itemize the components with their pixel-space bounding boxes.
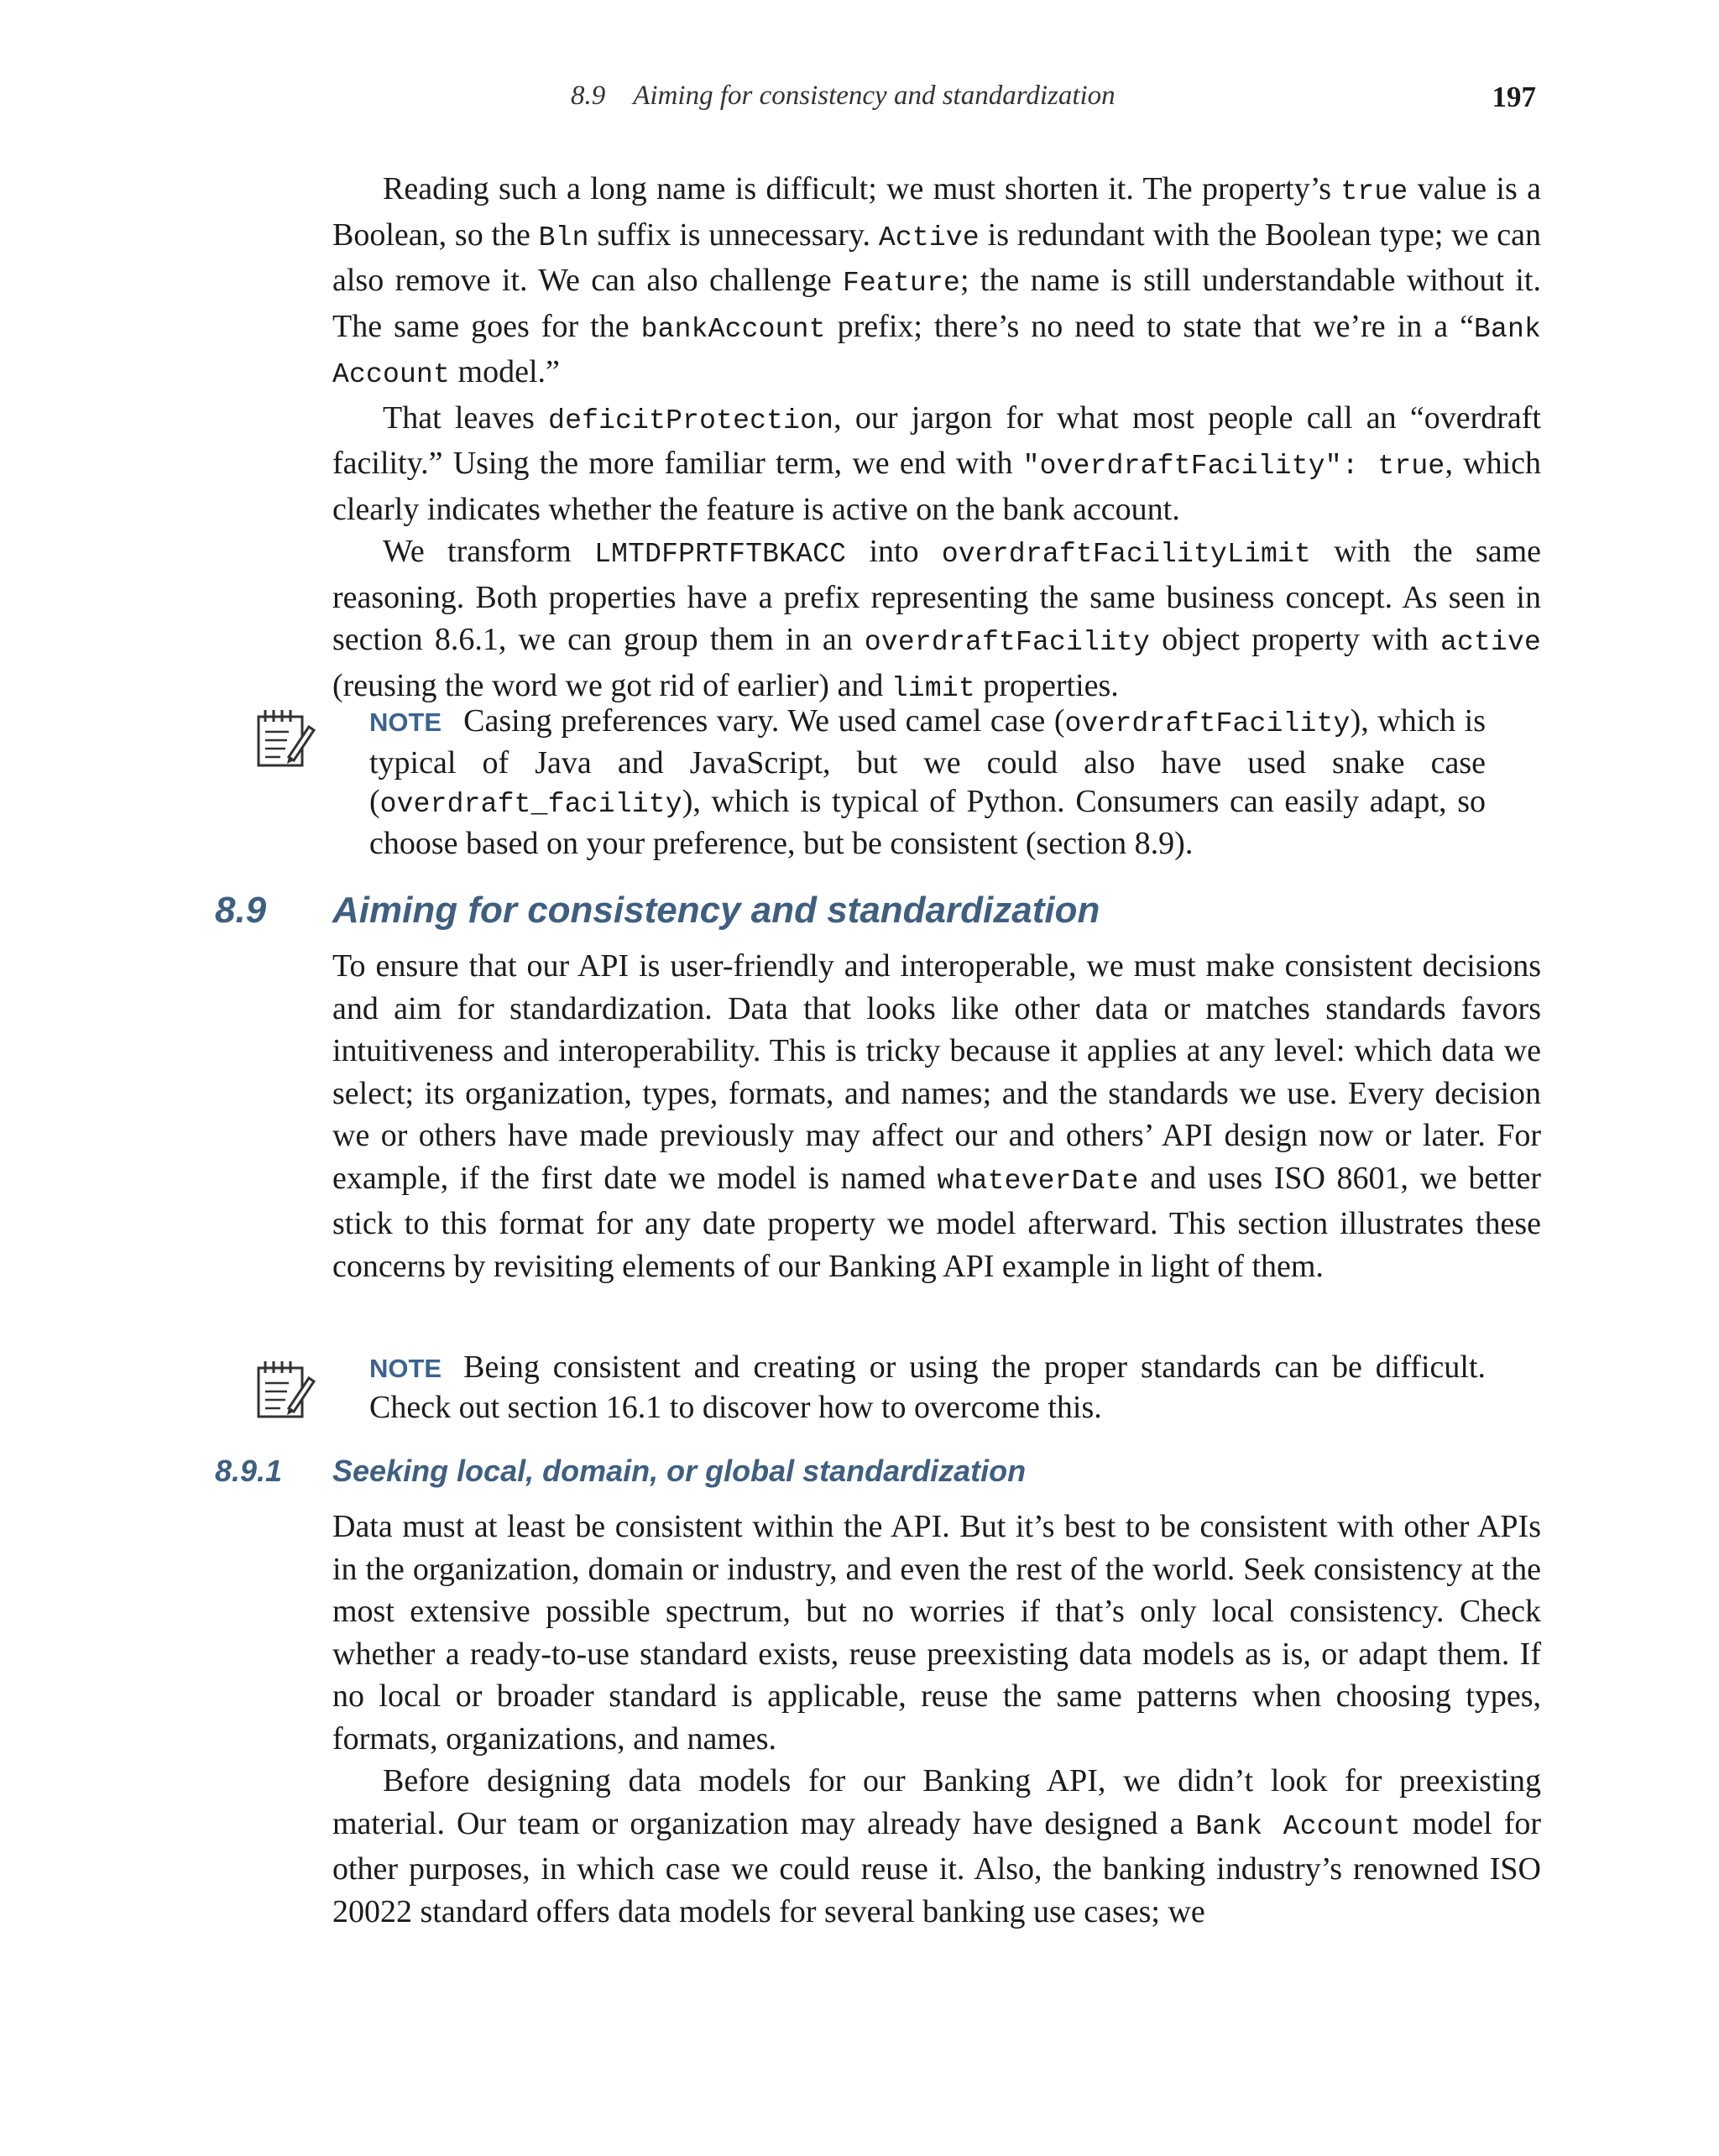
- subsection-title: Seeking local, domain, or global standardization: [332, 1454, 1027, 1488]
- page-number: 197: [1492, 81, 1536, 113]
- paragraph-shorten-name: Reading such a long name is difficult; we must shorten it. The property’s true value is a Boolean, so the Bln suffix is unnecessary. Active is redundant with the Boolean type; we can also remove it. We can also challenge Feature; the name is still understandable without it. The same goes for the bankAccount prefix; there’s no need to state that we’re in a “Bank Account model.”: [332, 171, 1542, 390]
- subsection-heading: [215, 1454, 1541, 1492]
- paragraph-consistency: To ensure that our API is user-friendly and interoperable, we must make consistent decisions and aim for standardization. Data that looks like other data or matches standards favors intuitiveness and interoperability. This is tricky because it applies at any level: which data we select; its organization, types, formats, and names; and the standards we use. Every decision we or others have made previously may affect our and others’ API design now or later. For example, if the first date we model is named whateverDate and uses ISO 8601, we better stick to this format for any date property we model afterward. This section illustrates these concerns by revisiting elements of our Banking API example in light of them.: [332, 948, 1541, 1284]
- note-standards: NOTE Being consistent and creating or using the proper standards can be difficult. Check out section 16.1 to discover how to overcome this.: [369, 1349, 1486, 1425]
- body-text-section: [332, 945, 1541, 1287]
- note-label: NOTE: [369, 707, 442, 737]
- paragraph-transform-limit: We transform LMTDFPRTFTBKACC into overdraftFacilityLimit with the same reasoning. Both properties have a prefix representing the same business concept. As seen in section 8.6.1, we can group them in an overdraftFacility object property with active (reusing the word we got rid of earlier) and limit properties.: [332, 534, 1542, 704]
- body-text-top: [332, 168, 1541, 710]
- section-title: Aiming for consistency and standardization: [332, 890, 1100, 931]
- body-text-subsection: [332, 1506, 1541, 1933]
- paragraph-local-consistency: Data must at least be consistent within the API. But it’s best to be consistent with other APIs in the organization, domain or industry, and even the rest of the world. Seek consistency at the most extensive possible spectrum, but no worries if that’s only local consistency. Check whether a ready-to-use standard exists, reuse preexisting data models as is, or adapt them. If no local or broader standard is applicable, reuse the same patterns when choosing types, formats, organizations, and names.: [332, 1509, 1541, 1757]
- section-heading: [215, 890, 1541, 937]
- section-number: 8.9: [215, 890, 267, 931]
- running-head: [336, 81, 1536, 123]
- note-notepad-icon: [252, 705, 319, 772]
- note-notepad-icon: [252, 1356, 319, 1423]
- running-head-title: 8.9 Aiming for consistency and standardization: [571, 81, 1116, 111]
- subsection-number: 8.9.1: [215, 1454, 283, 1488]
- paragraph-preexisting-material: Before designing data models for our Banking API, we didn’t look for preexisting material. Our team or organization may already have designed a Bank Account model for other purposes, in which case we could reuse it. Also, the banking industry’s renowned ISO 20022 standard offers data models for several banking use cases; we: [332, 1763, 1541, 1929]
- paragraph-deficit-protection: That leaves deficitProtection, our jargon for what most people call an “overdraft facility.” Using the more familiar term, we end with "overdraftFacility": true, which clearly indicates whether the feature is active on the bank account.: [332, 399, 1541, 527]
- note-label: NOTE: [369, 1354, 442, 1383]
- note-casing: NOTE Casing preferences vary. We used camel case (overdraftFacility), which is typical of Java and JavaScript, but we could also have used snake case (overdraft_facility), which is typical of Python. Consumers can easily adapt, so choose based on your preference, but be consistent (section 8.9).: [369, 703, 1486, 861]
